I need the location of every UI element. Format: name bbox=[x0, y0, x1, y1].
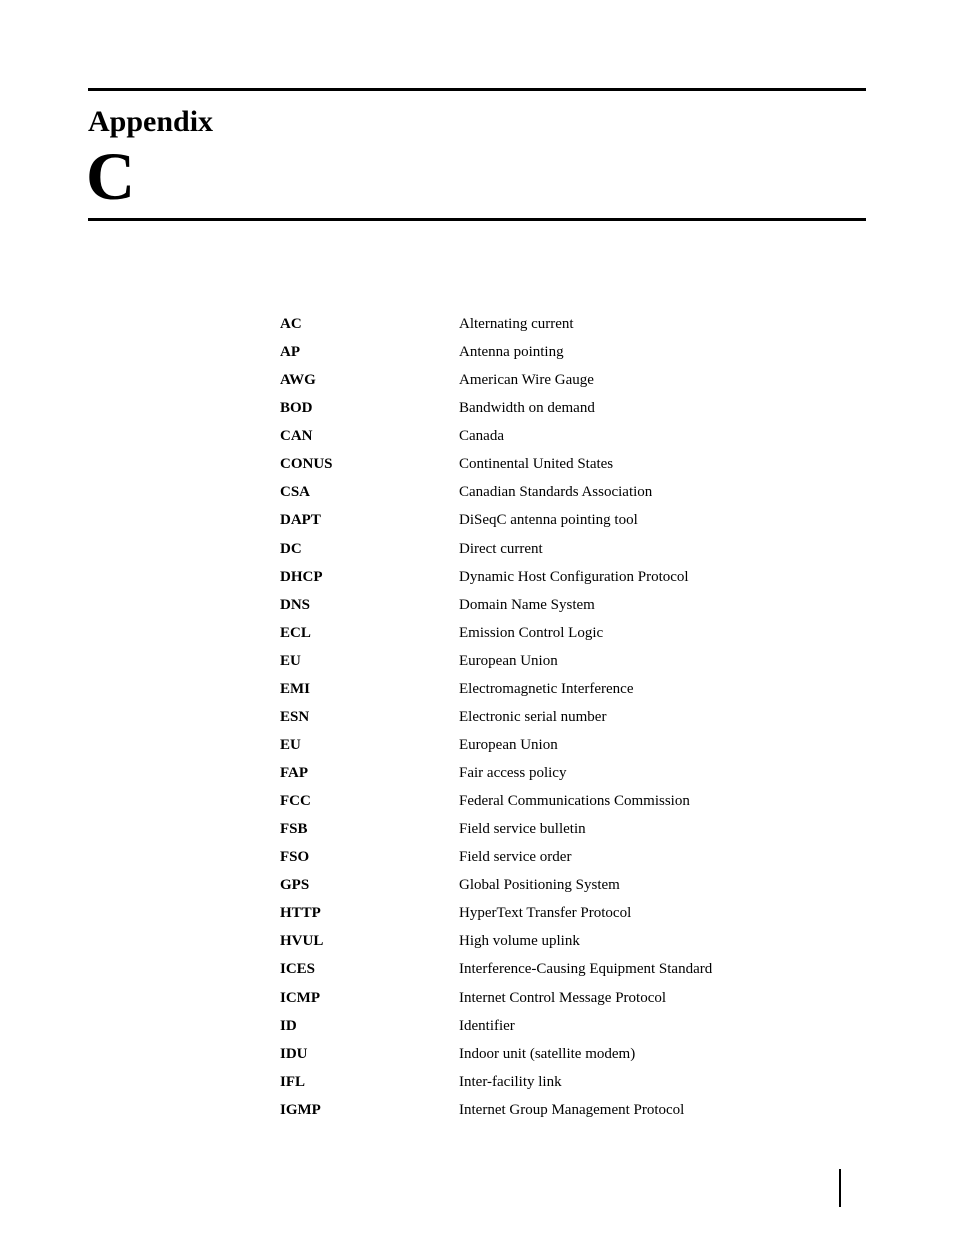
acronym-definition: Internet Group Management Protocol bbox=[459, 1101, 685, 1118]
acronym-row bbox=[280, 650, 800, 678]
appendix-label: Appendix bbox=[88, 105, 214, 138]
acronym-row bbox=[280, 425, 800, 453]
acronym-term: IDU bbox=[280, 1045, 308, 1062]
acronym-definition: Fair access policy bbox=[459, 765, 567, 781]
appendix-letter: C bbox=[86, 138, 136, 214]
acronym-term: ICES bbox=[280, 961, 316, 978]
acronym-definition: Federal Communications Commission bbox=[459, 793, 690, 810]
acronym-row bbox=[280, 622, 800, 650]
acronym-term: AWG bbox=[280, 372, 316, 389]
acronym-row bbox=[280, 341, 800, 369]
acronym-term: EU bbox=[280, 736, 301, 753]
acronym-term: BOD bbox=[280, 400, 313, 417]
acronym-row bbox=[280, 846, 800, 874]
acronym-row bbox=[280, 706, 800, 734]
acronym-definition: Domain Name System bbox=[459, 596, 595, 613]
acronym-row bbox=[280, 678, 800, 706]
acronym-term: ID bbox=[280, 1017, 297, 1034]
acronym-term: IFL bbox=[280, 1073, 306, 1090]
acronym-term: EU bbox=[280, 652, 301, 669]
acronym-row bbox=[280, 594, 800, 622]
acronym-definition: Electromagnetic Interference bbox=[459, 680, 634, 697]
acronym-row bbox=[280, 734, 800, 762]
acronym-definition: Dynamic Host Configuration Protocol bbox=[459, 568, 689, 585]
acronym-definition: Alternating current bbox=[459, 316, 574, 332]
acronym-definition: Direct current bbox=[459, 540, 543, 557]
acronym-row bbox=[280, 790, 800, 818]
acronym-row bbox=[280, 987, 800, 1015]
acronym-row bbox=[280, 453, 800, 481]
acronym-definition: Bandwidth on demand bbox=[459, 400, 595, 417]
acronym-row bbox=[280, 1099, 800, 1127]
acronym-term: IGMP bbox=[280, 1101, 321, 1118]
acronym-term: CSA bbox=[280, 484, 311, 501]
acronym-row bbox=[280, 1043, 800, 1071]
acronym-row bbox=[280, 930, 800, 958]
acronym-row bbox=[280, 1071, 800, 1099]
acronym-term: AC bbox=[280, 316, 302, 332]
acronym-term: GPS bbox=[280, 877, 310, 894]
acronym-definition: Internet Control Message Protocol bbox=[459, 989, 667, 1006]
acronym-term: EMI bbox=[280, 680, 310, 697]
acronym-definition: Identifier bbox=[459, 1017, 515, 1034]
acronym-term: AP bbox=[280, 344, 300, 361]
acronym-definition: Antenna pointing bbox=[459, 344, 564, 361]
acronym-definition: Interference-Causing Equipment Standard bbox=[459, 961, 713, 978]
acronym-definition: Canadian Standards Association bbox=[459, 484, 653, 501]
acronym-row bbox=[280, 566, 800, 594]
acronym-definition: Inter-facility link bbox=[459, 1073, 562, 1090]
acronym-row bbox=[280, 902, 800, 930]
acronym-row bbox=[280, 481, 800, 509]
acronym-row bbox=[280, 369, 800, 397]
acronym-term: HTTP bbox=[280, 905, 321, 922]
acronym-definition: DiSeqC antenna pointing tool bbox=[459, 512, 638, 529]
acronym-row bbox=[280, 1015, 800, 1043]
acronym-definition: Indoor unit (satellite modem) bbox=[459, 1045, 636, 1062]
acronym-term: FSB bbox=[280, 821, 308, 838]
acronym-definition: Continental United States bbox=[459, 456, 614, 473]
acronym-row bbox=[280, 818, 800, 846]
acronym-term: ICMP bbox=[280, 989, 320, 1006]
acronym-term: ESN bbox=[280, 708, 310, 725]
acronym-definition: European Union bbox=[459, 652, 558, 669]
acronym-term: DC bbox=[280, 540, 302, 557]
acronym-term: FAP bbox=[280, 765, 309, 781]
acronym-definition: Canada bbox=[459, 428, 504, 445]
acronym-row bbox=[280, 509, 800, 537]
acronym-definition: Emission Control Logic bbox=[459, 624, 604, 641]
header-bottom-rule bbox=[88, 218, 866, 221]
acronym-row bbox=[280, 762, 800, 790]
acronym-term: ECL bbox=[280, 624, 311, 641]
acronym-definition: Electronic serial number bbox=[459, 708, 607, 725]
acronym-term: CONUS bbox=[280, 456, 333, 473]
acronym-term: FCC bbox=[280, 793, 311, 810]
acronym-definition: American Wire Gauge bbox=[459, 372, 594, 389]
header-top-rule bbox=[88, 88, 866, 91]
acronym-term: DHCP bbox=[280, 568, 323, 585]
acronym-definition: Global Positioning System bbox=[459, 877, 620, 894]
acronym-term: CAN bbox=[280, 428, 313, 445]
acronym-term: FSO bbox=[280, 849, 310, 866]
acronym-row bbox=[280, 958, 800, 986]
acronym-row bbox=[280, 397, 800, 425]
acronym-row bbox=[280, 538, 800, 566]
acronym-definition: Field service bulletin bbox=[459, 821, 586, 838]
page-marker-bar bbox=[839, 1169, 841, 1207]
acronym-definition: Field service order bbox=[459, 849, 572, 866]
acronym-term: DAPT bbox=[280, 512, 321, 529]
acronym-definition: HyperText Transfer Protocol bbox=[459, 905, 632, 922]
acronym-row bbox=[280, 874, 800, 902]
acronym-row bbox=[280, 313, 800, 341]
acronym-definition: European Union bbox=[459, 736, 558, 753]
acronym-list bbox=[280, 313, 800, 1127]
acronym-term: DNS bbox=[280, 596, 311, 613]
acronym-term: HVUL bbox=[280, 933, 324, 950]
acronym-definition: High volume uplink bbox=[459, 933, 580, 950]
